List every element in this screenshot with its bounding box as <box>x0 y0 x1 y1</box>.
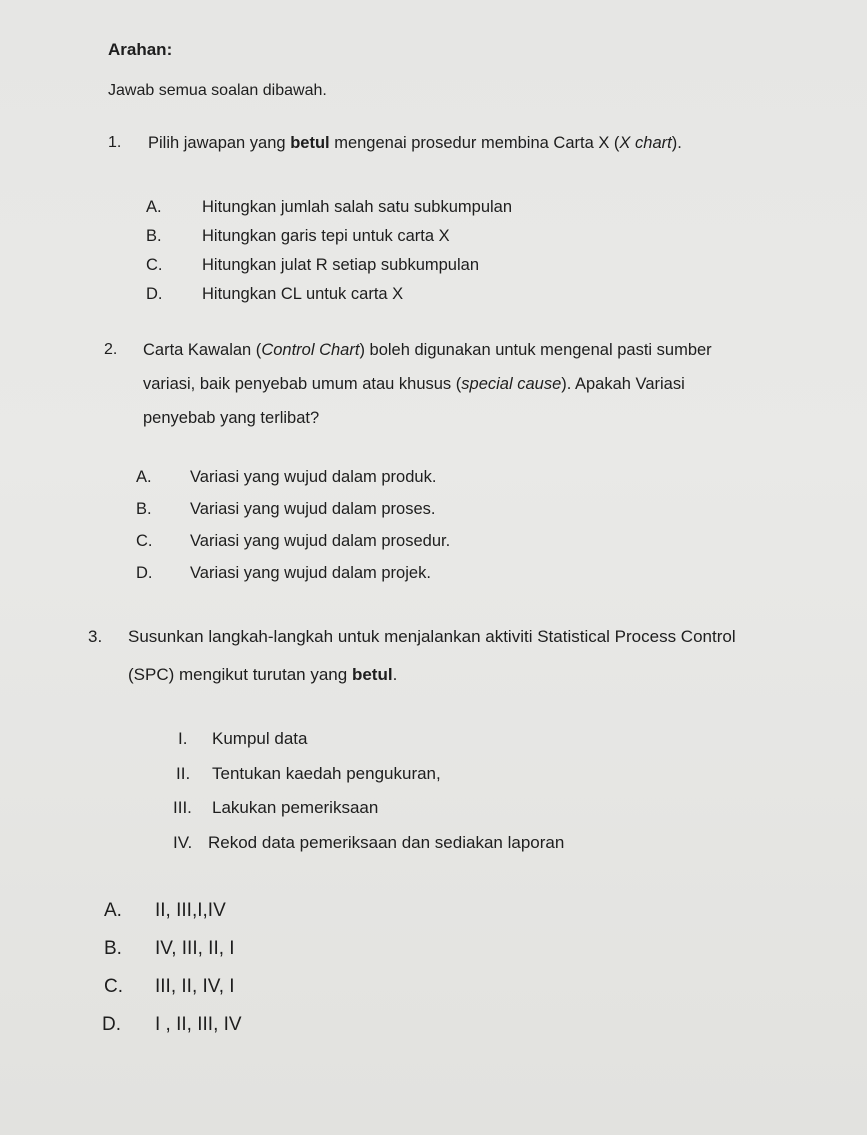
question-number: 2. <box>104 341 118 358</box>
option-text: II, III,I,IV <box>155 900 226 921</box>
option-text: III, II, IV, I <box>155 976 235 997</box>
option-letter: A. <box>104 900 122 921</box>
question-text-line: Carta Kawalan (Control Chart) boleh digunakan untuk mengenal pasti sumber <box>143 341 712 359</box>
option-text: IV, III, II, I <box>155 938 235 959</box>
option-letter: B. <box>146 227 162 245</box>
step-numeral: IV. <box>173 833 193 852</box>
option-letter: C. <box>146 256 163 274</box>
option-letter: B. <box>136 500 152 518</box>
question-number: 3. <box>88 627 103 646</box>
instructions-heading: Arahan: <box>108 40 173 59</box>
option-text: Hitungkan CL untuk carta X <box>202 285 404 303</box>
option-letter: D. <box>146 285 163 303</box>
step-text: Rekod data pemeriksaan dan sediakan laporan <box>208 833 565 852</box>
option-text: Hitungkan garis tepi untuk carta X <box>202 227 450 245</box>
step-text: Kumpul data <box>212 729 308 748</box>
step-text: Tentukan kaedah pengukuran, <box>212 764 441 783</box>
option-letter: D. <box>102 1014 121 1035</box>
option-letter: C. <box>104 976 123 997</box>
option-text: Variasi yang wujud dalam prosedur. <box>190 532 451 550</box>
option-text: Hitungkan jumlah salah satu subkumpulan <box>202 198 513 216</box>
step-numeral: III. <box>173 798 192 817</box>
option-letter: A. <box>146 198 162 216</box>
option-text: Hitungkan julat R setiap subkumpulan <box>202 256 479 274</box>
option-text: Variasi yang wujud dalam proses. <box>190 500 436 518</box>
question-text-line: (SPC) mengikut turutan yang betul. <box>128 665 398 684</box>
question-text-line: Susunkan langkah-langkah untuk menjalankan aktiviti Statistical Process Control <box>128 627 736 646</box>
question-text-line: variasi, baik penyebab umum atau khusus (special cause). Apakah Variasi <box>143 375 685 393</box>
question-number: 1. <box>108 134 122 151</box>
question-text-line: penyebab yang terlibat? <box>143 409 320 427</box>
option-text: I , II, III, IV <box>155 1014 242 1035</box>
instructions-text: Jawab semua soalan dibawah. <box>108 82 327 99</box>
step-numeral: I. <box>178 729 188 748</box>
option-text: Variasi yang wujud dalam projek. <box>190 564 431 582</box>
option-letter: A. <box>136 468 152 486</box>
option-letter: C. <box>136 532 153 550</box>
option-letter: B. <box>104 938 122 959</box>
step-text: Lakukan pemeriksaan <box>212 798 379 817</box>
step-numeral: II. <box>176 764 191 783</box>
question-text: Pilih jawapan yang betul mengenai prosedur membina Carta X (X chart). <box>148 134 682 152</box>
option-text: Variasi yang wujud dalam produk. <box>190 468 437 486</box>
option-letter: D. <box>136 564 153 582</box>
